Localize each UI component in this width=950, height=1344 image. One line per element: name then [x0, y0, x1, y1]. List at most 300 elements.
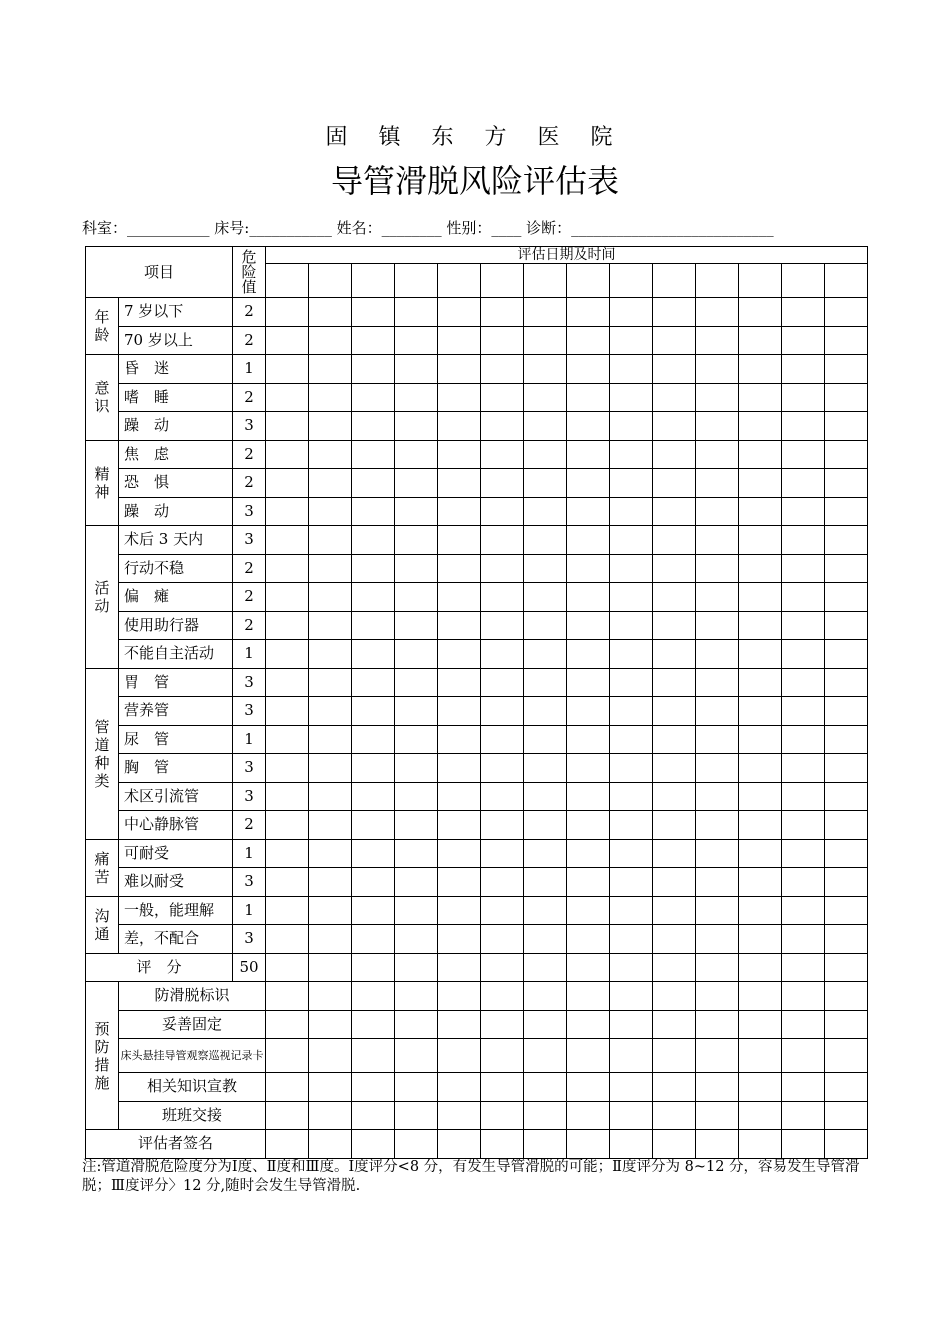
assessment-cell[interactable]: [567, 440, 610, 469]
assessment-cell[interactable]: [438, 1101, 481, 1130]
assessment-cell[interactable]: [438, 469, 481, 498]
assessment-cell[interactable]: [352, 554, 395, 583]
assessment-cell[interactable]: [567, 469, 610, 498]
assessment-cell[interactable]: [653, 640, 696, 669]
date-cell[interactable]: [696, 264, 739, 298]
assessment-cell[interactable]: [739, 839, 782, 868]
assessment-cell[interactable]: [825, 697, 868, 726]
assessment-cell[interactable]: [782, 412, 825, 441]
assessment-cell[interactable]: [395, 1130, 438, 1159]
assessment-cell[interactable]: [524, 355, 567, 384]
assessment-cell[interactable]: [438, 1073, 481, 1102]
assessment-cell[interactable]: [524, 1101, 567, 1130]
assessment-cell[interactable]: [309, 1010, 352, 1039]
assessment-cell[interactable]: [438, 811, 481, 840]
assessment-cell[interactable]: [696, 725, 739, 754]
assessment-cell[interactable]: [610, 440, 653, 469]
assessment-cell[interactable]: [739, 526, 782, 555]
assessment-cell[interactable]: [610, 1101, 653, 1130]
assessment-cell[interactable]: [696, 383, 739, 412]
assessment-cell[interactable]: [481, 326, 524, 355]
assessment-cell[interactable]: [481, 1101, 524, 1130]
assessment-cell[interactable]: [481, 1073, 524, 1102]
assessment-cell[interactable]: [567, 754, 610, 783]
assessment-cell[interactable]: [610, 839, 653, 868]
assessment-cell[interactable]: [825, 1130, 868, 1159]
assessment-cell[interactable]: [438, 953, 481, 982]
assessment-cell[interactable]: [481, 640, 524, 669]
date-cell[interactable]: [610, 264, 653, 298]
assessment-cell[interactable]: [696, 668, 739, 697]
assessment-cell[interactable]: [782, 754, 825, 783]
assessment-cell[interactable]: [438, 1010, 481, 1039]
assessment-cell[interactable]: [825, 440, 868, 469]
assessment-cell[interactable]: [825, 1101, 868, 1130]
assessment-cell[interactable]: [481, 697, 524, 726]
date-cell[interactable]: [395, 264, 438, 298]
assessment-cell[interactable]: [610, 953, 653, 982]
assessment-cell[interactable]: [696, 953, 739, 982]
assessment-cell[interactable]: [653, 412, 696, 441]
assessment-cell[interactable]: [309, 640, 352, 669]
assessment-cell[interactable]: [395, 355, 438, 384]
assessment-cell[interactable]: [825, 326, 868, 355]
date-cell[interactable]: [352, 264, 395, 298]
assessment-cell[interactable]: [782, 1101, 825, 1130]
assessment-cell[interactable]: [266, 925, 309, 954]
assessment-cell[interactable]: [266, 982, 309, 1011]
assessment-cell[interactable]: [309, 1101, 352, 1130]
assessment-cell[interactable]: [309, 440, 352, 469]
assessment-cell[interactable]: [610, 469, 653, 498]
assessment-cell[interactable]: [653, 355, 696, 384]
assessment-cell[interactable]: [266, 1073, 309, 1102]
assessment-cell[interactable]: [696, 1010, 739, 1039]
assessment-cell[interactable]: [524, 1039, 567, 1073]
assessment-cell[interactable]: [653, 668, 696, 697]
assessment-cell[interactable]: [266, 611, 309, 640]
assessment-cell[interactable]: [481, 298, 524, 327]
assessment-cell[interactable]: [352, 925, 395, 954]
assessment-cell[interactable]: [309, 412, 352, 441]
assessment-cell[interactable]: [438, 868, 481, 897]
assessment-cell[interactable]: [481, 953, 524, 982]
assessment-cell[interactable]: [309, 526, 352, 555]
assessment-cell[interactable]: [309, 725, 352, 754]
assessment-cell[interactable]: [653, 1039, 696, 1073]
assessment-cell[interactable]: [825, 668, 868, 697]
assessment-cell[interactable]: [438, 611, 481, 640]
assessment-cell[interactable]: [309, 497, 352, 526]
assessment-cell[interactable]: [481, 526, 524, 555]
assessment-cell[interactable]: [696, 896, 739, 925]
assessment-cell[interactable]: [309, 811, 352, 840]
assessment-cell[interactable]: [610, 754, 653, 783]
assessment-cell[interactable]: [395, 469, 438, 498]
assessment-cell[interactable]: [653, 1010, 696, 1039]
assessment-cell[interactable]: [782, 298, 825, 327]
assessment-cell[interactable]: [309, 896, 352, 925]
assessment-cell[interactable]: [653, 1073, 696, 1102]
assessment-cell[interactable]: [352, 611, 395, 640]
assessment-cell[interactable]: [481, 440, 524, 469]
assessment-cell[interactable]: [653, 526, 696, 555]
assessment-cell[interactable]: [825, 1073, 868, 1102]
assessment-cell[interactable]: [825, 526, 868, 555]
assessment-cell[interactable]: [610, 697, 653, 726]
assessment-cell[interactable]: [438, 298, 481, 327]
assessment-cell[interactable]: [266, 298, 309, 327]
assessment-cell[interactable]: [782, 611, 825, 640]
assessment-cell[interactable]: [739, 697, 782, 726]
assessment-cell[interactable]: [481, 896, 524, 925]
assessment-cell[interactable]: [352, 383, 395, 412]
assessment-cell[interactable]: [696, 754, 739, 783]
assessment-cell[interactable]: [395, 811, 438, 840]
assessment-cell[interactable]: [395, 383, 438, 412]
assessment-cell[interactable]: [567, 982, 610, 1011]
assessment-cell[interactable]: [524, 982, 567, 1011]
assessment-cell[interactable]: [524, 1130, 567, 1159]
assessment-cell[interactable]: [352, 754, 395, 783]
assessment-cell[interactable]: [610, 326, 653, 355]
assessment-cell[interactable]: [309, 554, 352, 583]
assessment-cell[interactable]: [696, 326, 739, 355]
assessment-cell[interactable]: [395, 697, 438, 726]
assessment-cell[interactable]: [782, 925, 825, 954]
assessment-cell[interactable]: [567, 811, 610, 840]
assessment-cell[interactable]: [653, 953, 696, 982]
assessment-cell[interactable]: [653, 896, 696, 925]
assessment-cell[interactable]: [395, 868, 438, 897]
assessment-cell[interactable]: [266, 953, 309, 982]
assessment-cell[interactable]: [782, 896, 825, 925]
assessment-cell[interactable]: [567, 611, 610, 640]
assessment-cell[interactable]: [696, 640, 739, 669]
assessment-cell[interactable]: [610, 1010, 653, 1039]
assessment-cell[interactable]: [610, 383, 653, 412]
assessment-cell[interactable]: [567, 497, 610, 526]
assessment-cell[interactable]: [653, 868, 696, 897]
assessment-cell[interactable]: [438, 326, 481, 355]
assessment-cell[interactable]: [653, 469, 696, 498]
assessment-cell[interactable]: [438, 412, 481, 441]
assessment-cell[interactable]: [266, 725, 309, 754]
assessment-cell[interactable]: [524, 440, 567, 469]
assessment-cell[interactable]: [739, 469, 782, 498]
assessment-cell[interactable]: [696, 1130, 739, 1159]
assessment-cell[interactable]: [739, 1073, 782, 1102]
assessment-cell[interactable]: [395, 326, 438, 355]
assessment-cell[interactable]: [739, 925, 782, 954]
assessment-cell[interactable]: [825, 839, 868, 868]
assessment-cell[interactable]: [266, 1010, 309, 1039]
assessment-cell[interactable]: [782, 1010, 825, 1039]
assessment-cell[interactable]: [481, 868, 524, 897]
assessment-cell[interactable]: [610, 640, 653, 669]
assessment-cell[interactable]: [309, 982, 352, 1011]
assessment-cell[interactable]: [610, 412, 653, 441]
assessment-cell[interactable]: [309, 782, 352, 811]
assessment-cell[interactable]: [653, 1101, 696, 1130]
assessment-cell[interactable]: [567, 383, 610, 412]
assessment-cell[interactable]: [309, 754, 352, 783]
assessment-cell[interactable]: [309, 953, 352, 982]
assessment-cell[interactable]: [395, 953, 438, 982]
assessment-cell[interactable]: [395, 583, 438, 612]
assessment-cell[interactable]: [739, 355, 782, 384]
assessment-cell[interactable]: [481, 982, 524, 1011]
assessment-cell[interactable]: [481, 1010, 524, 1039]
assessment-cell[interactable]: [266, 440, 309, 469]
assessment-cell[interactable]: [309, 383, 352, 412]
assessment-cell[interactable]: [395, 896, 438, 925]
assessment-cell[interactable]: [309, 868, 352, 897]
assessment-cell[interactable]: [610, 896, 653, 925]
assessment-cell[interactable]: [266, 326, 309, 355]
assessment-cell[interactable]: [481, 469, 524, 498]
assessment-cell[interactable]: [352, 469, 395, 498]
assessment-cell[interactable]: [266, 811, 309, 840]
assessment-cell[interactable]: [438, 383, 481, 412]
assessment-cell[interactable]: [567, 298, 610, 327]
assessment-cell[interactable]: [739, 1101, 782, 1130]
assessment-cell[interactable]: [739, 982, 782, 1011]
assessment-cell[interactable]: [739, 640, 782, 669]
assessment-cell[interactable]: [352, 697, 395, 726]
assessment-cell[interactable]: [739, 1130, 782, 1159]
assessment-cell[interactable]: [524, 298, 567, 327]
assessment-cell[interactable]: [481, 754, 524, 783]
assessment-cell[interactable]: [438, 583, 481, 612]
assessment-cell[interactable]: [481, 1130, 524, 1159]
assessment-cell[interactable]: [825, 1010, 868, 1039]
assessment-cell[interactable]: [438, 554, 481, 583]
assessment-cell[interactable]: [266, 782, 309, 811]
assessment-cell[interactable]: [309, 1073, 352, 1102]
assessment-cell[interactable]: [825, 811, 868, 840]
assessment-cell[interactable]: [782, 326, 825, 355]
assessment-cell[interactable]: [266, 839, 309, 868]
assessment-cell[interactable]: [610, 298, 653, 327]
assessment-cell[interactable]: [567, 868, 610, 897]
assessment-cell[interactable]: [438, 754, 481, 783]
assessment-cell[interactable]: [696, 982, 739, 1011]
assessment-cell[interactable]: [352, 1101, 395, 1130]
assessment-cell[interactable]: [395, 839, 438, 868]
assessment-cell[interactable]: [309, 355, 352, 384]
assessment-cell[interactable]: [438, 725, 481, 754]
assessment-cell[interactable]: [524, 868, 567, 897]
assessment-cell[interactable]: [395, 982, 438, 1011]
assessment-cell[interactable]: [481, 725, 524, 754]
assessment-cell[interactable]: [610, 1073, 653, 1102]
assessment-cell[interactable]: [653, 725, 696, 754]
assessment-cell[interactable]: [524, 839, 567, 868]
assessment-cell[interactable]: [481, 497, 524, 526]
assessment-cell[interactable]: [782, 469, 825, 498]
assessment-cell[interactable]: [481, 839, 524, 868]
assessment-cell[interactable]: [438, 782, 481, 811]
assessment-cell[interactable]: [395, 1073, 438, 1102]
assessment-cell[interactable]: [438, 640, 481, 669]
assessment-cell[interactable]: [481, 355, 524, 384]
assessment-cell[interactable]: [395, 440, 438, 469]
assessment-cell[interactable]: [653, 326, 696, 355]
assessment-cell[interactable]: [739, 811, 782, 840]
assessment-cell[interactable]: [524, 611, 567, 640]
assessment-cell[interactable]: [653, 839, 696, 868]
assessment-cell[interactable]: [395, 754, 438, 783]
assessment-cell[interactable]: [309, 469, 352, 498]
assessment-cell[interactable]: [825, 611, 868, 640]
assessment-cell[interactable]: [481, 383, 524, 412]
assessment-cell[interactable]: [567, 326, 610, 355]
assessment-cell[interactable]: [438, 668, 481, 697]
assessment-cell[interactable]: [352, 782, 395, 811]
assessment-cell[interactable]: [481, 554, 524, 583]
assessment-cell[interactable]: [309, 1039, 352, 1073]
assessment-cell[interactable]: [266, 1039, 309, 1073]
assessment-cell[interactable]: [524, 953, 567, 982]
assessment-cell[interactable]: [782, 497, 825, 526]
assessment-cell[interactable]: [266, 868, 309, 897]
assessment-cell[interactable]: [739, 754, 782, 783]
assessment-cell[interactable]: [266, 583, 309, 612]
assessment-cell[interactable]: [524, 725, 567, 754]
assessment-cell[interactable]: [825, 383, 868, 412]
assessment-cell[interactable]: [524, 782, 567, 811]
assessment-cell[interactable]: [395, 412, 438, 441]
assessment-cell[interactable]: [567, 640, 610, 669]
date-cell[interactable]: [481, 264, 524, 298]
assessment-cell[interactable]: [524, 754, 567, 783]
assessment-cell[interactable]: [610, 668, 653, 697]
assessment-cell[interactable]: [739, 326, 782, 355]
assessment-cell[interactable]: [653, 925, 696, 954]
assessment-cell[interactable]: [653, 1130, 696, 1159]
assessment-cell[interactable]: [524, 896, 567, 925]
assessment-cell[interactable]: [266, 469, 309, 498]
assessment-cell[interactable]: [739, 1039, 782, 1073]
assessment-cell[interactable]: [524, 1010, 567, 1039]
assessment-cell[interactable]: [782, 697, 825, 726]
assessment-cell[interactable]: [696, 1039, 739, 1073]
assessment-cell[interactable]: [782, 554, 825, 583]
assessment-cell[interactable]: [739, 725, 782, 754]
assessment-cell[interactable]: [352, 868, 395, 897]
assessment-cell[interactable]: [352, 298, 395, 327]
assessment-cell[interactable]: [395, 668, 438, 697]
assessment-cell[interactable]: [567, 1073, 610, 1102]
assessment-cell[interactable]: [610, 982, 653, 1011]
assessment-cell[interactable]: [352, 640, 395, 669]
assessment-cell[interactable]: [524, 583, 567, 612]
assessment-cell[interactable]: [524, 469, 567, 498]
assessment-cell[interactable]: [782, 440, 825, 469]
assessment-cell[interactable]: [481, 925, 524, 954]
date-cell[interactable]: [653, 264, 696, 298]
assessment-cell[interactable]: [438, 440, 481, 469]
date-cell[interactable]: [438, 264, 481, 298]
assessment-cell[interactable]: [352, 982, 395, 1011]
assessment-cell[interactable]: [352, 355, 395, 384]
assessment-cell[interactable]: [782, 383, 825, 412]
assessment-cell[interactable]: [567, 839, 610, 868]
assessment-cell[interactable]: [610, 782, 653, 811]
assessment-cell[interactable]: [653, 782, 696, 811]
date-cell[interactable]: [524, 264, 567, 298]
date-cell[interactable]: [825, 264, 868, 298]
assessment-cell[interactable]: [438, 839, 481, 868]
assessment-cell[interactable]: [524, 383, 567, 412]
assessment-cell[interactable]: [309, 697, 352, 726]
assessment-cell[interactable]: [739, 1010, 782, 1039]
date-cell[interactable]: [266, 264, 309, 298]
assessment-cell[interactable]: [610, 868, 653, 897]
assessment-cell[interactable]: [352, 1010, 395, 1039]
assessment-cell[interactable]: [266, 497, 309, 526]
assessment-cell[interactable]: [653, 298, 696, 327]
assessment-cell[interactable]: [739, 497, 782, 526]
assessment-cell[interactable]: [266, 383, 309, 412]
assessment-cell[interactable]: [266, 754, 309, 783]
assessment-cell[interactable]: [567, 355, 610, 384]
assessment-cell[interactable]: [352, 953, 395, 982]
assessment-cell[interactable]: [739, 298, 782, 327]
assessment-cell[interactable]: [782, 725, 825, 754]
assessment-cell[interactable]: [481, 1039, 524, 1073]
assessment-cell[interactable]: [395, 782, 438, 811]
assessment-cell[interactable]: [309, 326, 352, 355]
assessment-cell[interactable]: [696, 554, 739, 583]
assessment-cell[interactable]: [696, 611, 739, 640]
assessment-cell[interactable]: [567, 1130, 610, 1159]
assessment-cell[interactable]: [481, 811, 524, 840]
assessment-cell[interactable]: [395, 611, 438, 640]
assessment-cell[interactable]: [524, 697, 567, 726]
assessment-cell[interactable]: [825, 982, 868, 1011]
assessment-cell[interactable]: [696, 1073, 739, 1102]
assessment-cell[interactable]: [782, 583, 825, 612]
assessment-cell[interactable]: [395, 526, 438, 555]
assessment-cell[interactable]: [739, 868, 782, 897]
date-cell[interactable]: [309, 264, 352, 298]
assessment-cell[interactable]: [739, 412, 782, 441]
assessment-cell[interactable]: [739, 554, 782, 583]
assessment-cell[interactable]: [567, 526, 610, 555]
assessment-cell[interactable]: [438, 896, 481, 925]
assessment-cell[interactable]: [782, 1130, 825, 1159]
assessment-cell[interactable]: [481, 412, 524, 441]
assessment-cell[interactable]: [653, 440, 696, 469]
assessment-cell[interactable]: [309, 583, 352, 612]
assessment-cell[interactable]: [438, 982, 481, 1011]
assessment-cell[interactable]: [825, 953, 868, 982]
assessment-cell[interactable]: [352, 668, 395, 697]
assessment-cell[interactable]: [739, 583, 782, 612]
assessment-cell[interactable]: [696, 412, 739, 441]
assessment-cell[interactable]: [610, 526, 653, 555]
assessment-cell[interactable]: [352, 583, 395, 612]
assessment-cell[interactable]: [438, 925, 481, 954]
assessment-cell[interactable]: [352, 412, 395, 441]
assessment-cell[interactable]: [567, 896, 610, 925]
assessment-cell[interactable]: [481, 782, 524, 811]
assessment-cell[interactable]: [395, 497, 438, 526]
assessment-cell[interactable]: [782, 640, 825, 669]
assessment-cell[interactable]: [696, 868, 739, 897]
